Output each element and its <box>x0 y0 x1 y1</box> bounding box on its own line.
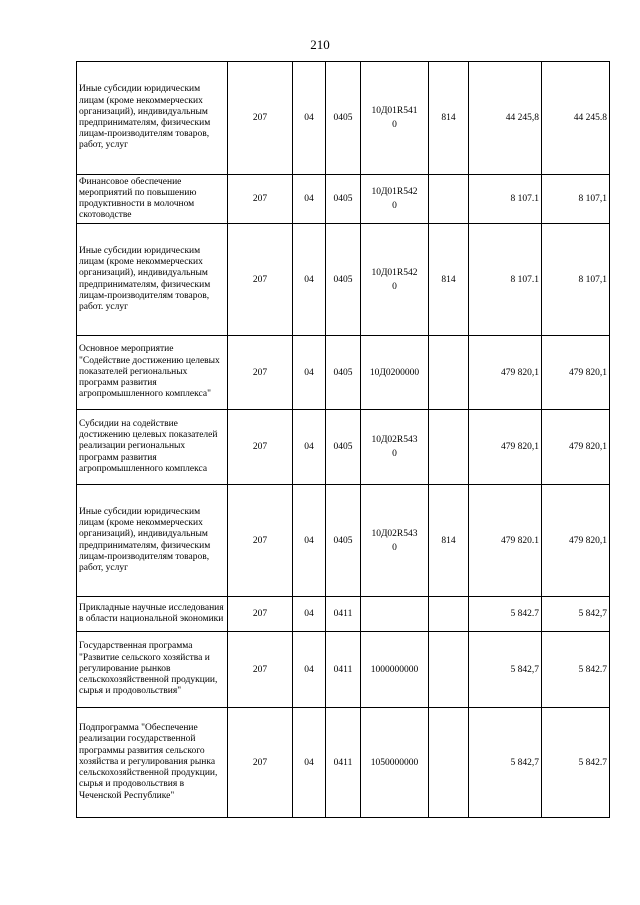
subsection-code: 0411 <box>326 632 361 708</box>
section-code: 04 <box>293 632 326 708</box>
amount-2: 8 107,1 <box>542 224 610 336</box>
target-line: 10Д02R543 <box>371 435 418 445</box>
expense-type: 814 <box>429 485 469 597</box>
target-line: 0 <box>392 120 397 130</box>
target-line: 1050000000 <box>370 757 419 768</box>
expense-type <box>429 175 469 224</box>
amount-2: 5 842.7 <box>542 632 610 708</box>
row-name: Иные субсидии юридическим лицам (кроме некоммерческих организаций), индивидуальным предпринимателям, физическим лицам-производителям товаров, работ, услуг <box>77 485 228 597</box>
target-line: 0 <box>392 449 397 459</box>
expense-type <box>429 632 469 708</box>
target-article <box>361 410 429 485</box>
row-name: Финансовое обеспечение мероприятий по повышению продуктивности в молочном скотоводстве <box>77 175 228 224</box>
target-line: 10Д01R541 <box>371 106 418 116</box>
row-name: Субсидии на содействие достижению целевых показателей реализации региональных программ развития агропромышленного комплекса <box>77 410 228 485</box>
target-article <box>361 708 429 818</box>
amount-1: 44 245,8 <box>469 62 542 175</box>
ministry-code: 207 <box>228 62 293 175</box>
expense-type: 814 <box>429 62 469 175</box>
amount-2: 479 820,1 <box>542 336 610 410</box>
row-name: Прикладные научные исследования в области национальной экономики <box>77 597 228 632</box>
amount-1: 5 842.7 <box>469 597 542 632</box>
target-article <box>361 336 429 410</box>
subsection-code: 0405 <box>326 485 361 597</box>
ministry-code: 207 <box>228 632 293 708</box>
ministry-code: 207 <box>228 336 293 410</box>
subsection-code: 0411 <box>326 597 361 632</box>
target-line: 1000000000 <box>370 664 419 675</box>
ministry-code: 207 <box>228 485 293 597</box>
table-row <box>77 336 610 410</box>
amount-1: 479 820.1 <box>469 485 542 597</box>
amount-1: 5 842,7 <box>469 708 542 818</box>
expense-type: 814 <box>429 224 469 336</box>
subsection-code: 0405 <box>326 175 361 224</box>
section-code: 04 <box>293 62 326 175</box>
table-row <box>77 224 610 336</box>
subsection-code: 0405 <box>326 224 361 336</box>
amount-1: 479 820,1 <box>469 336 542 410</box>
amount-2: 5 842,7 <box>542 597 610 632</box>
row-name: Подпрограмма "Обеспечение реализации государственной программы развития сельского хозяйства и регулирования рынка сельскохозяйственной продукции, сырья и продовольствия в Чеченской Республике" <box>77 708 228 818</box>
ministry-code: 207 <box>228 224 293 336</box>
amount-2: 5 842.7 <box>542 708 610 818</box>
section-code: 04 <box>293 224 326 336</box>
table-row <box>77 632 610 708</box>
section-code: 04 <box>293 708 326 818</box>
page-number: 210 <box>310 37 330 52</box>
table-row <box>77 708 610 818</box>
target-line: 0 <box>392 281 397 292</box>
amount-1: 8 107.1 <box>469 175 542 224</box>
table-row <box>77 175 610 224</box>
section-code: 04 <box>293 597 326 632</box>
row-name: Основное мероприятие "Содействие достижению целевых показателей региональных программ развития агропромышленного комплекса" <box>77 336 228 410</box>
row-name: Иные субсидии юридическим лицам (кроме некоммерческих организаций), индивидуальным предпринимателям, физическим лицам-производителям товаров, работ. услуг <box>77 224 228 336</box>
section-code: 04 <box>293 410 326 485</box>
subsection-code: 0411 <box>326 708 361 818</box>
target-line: 10Д02R543 <box>371 528 418 539</box>
expense-type <box>429 708 469 818</box>
target-line: 10Д01R542 <box>371 267 418 278</box>
amount-2: 8 107,1 <box>542 175 610 224</box>
amount-1: 5 842,7 <box>469 632 542 708</box>
target-line: 10Д01R542 <box>371 187 418 197</box>
expense-type <box>429 597 469 632</box>
ministry-code: 207 <box>228 597 293 632</box>
table-row <box>77 410 610 485</box>
budget-table <box>76 61 610 818</box>
row-name: Государственная программа "Развитие сельского хозяйства и регулирование рынков сельскохозяйственной продукции, сырья и продовольствия" <box>77 632 228 708</box>
target-article <box>361 597 429 632</box>
target-line: 0 <box>392 201 397 211</box>
subsection-code: 0405 <box>326 62 361 175</box>
amount-2: 479 820,1 <box>542 410 610 485</box>
subsection-code: 0405 <box>326 336 361 410</box>
ministry-code: 207 <box>228 175 293 224</box>
target-article <box>361 62 429 175</box>
target-line: 10Д0200000 <box>369 367 420 378</box>
target-article <box>361 632 429 708</box>
table-row <box>77 597 610 632</box>
amount-2: 479 820,1 <box>542 485 610 597</box>
section-code: 04 <box>293 336 326 410</box>
amount-1: 8 107.1 <box>469 224 542 336</box>
row-name: Иные субсидии юридическим лицам (кроме некоммерческих организаций), индивидуальным предпринимателям, физическим лицам-производителям товаров, работ, услуг <box>77 62 228 175</box>
ministry-code: 207 <box>228 410 293 485</box>
expense-type <box>429 410 469 485</box>
table-row <box>77 485 610 597</box>
amount-2: 44 245.8 <box>542 62 610 175</box>
target-line: 0 <box>392 542 397 553</box>
amount-1: 479 820,1 <box>469 410 542 485</box>
target-article <box>361 175 429 224</box>
section-code: 04 <box>293 175 326 224</box>
ministry-code: 207 <box>228 708 293 818</box>
section-code: 04 <box>293 485 326 597</box>
expense-type <box>429 336 469 410</box>
target-article <box>361 485 429 597</box>
table-row <box>77 62 610 175</box>
target-article <box>361 224 429 336</box>
subsection-code: 0405 <box>326 410 361 485</box>
